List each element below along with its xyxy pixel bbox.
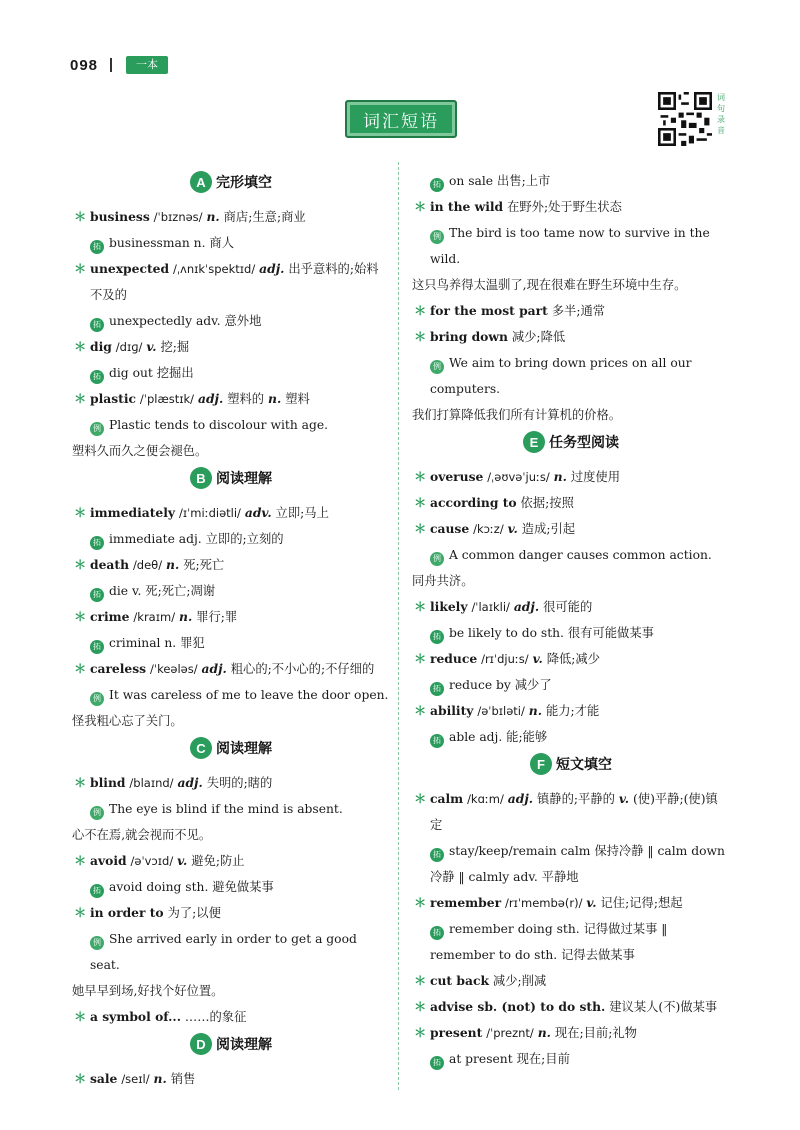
pronunciation: /dɪɡ/ xyxy=(115,340,143,354)
pronunciation: /ˈlaɪkli/ xyxy=(471,600,510,614)
extension-text: stay/keep/remain calm 保持冷静 ‖ calm down 冷静 ‖ calmly adv. 平静地 xyxy=(430,844,725,884)
vocab-entry xyxy=(72,656,390,682)
definition: 塑料的 xyxy=(227,392,265,406)
pronunciation: /əˈvɔɪd/ xyxy=(130,854,174,868)
pronunciation: /rɪˈmembə(r)/ xyxy=(504,896,583,910)
part-of-speech: n. xyxy=(268,391,282,406)
definition: 造成;引起 xyxy=(521,522,576,536)
example-translation: 塑料久而久之便会褪色。 xyxy=(72,444,208,458)
extension-line xyxy=(72,630,390,656)
column-divider xyxy=(398,162,399,1090)
qr-block[interactable] xyxy=(658,92,728,146)
definition: 减少;降低 xyxy=(511,330,566,344)
example-line xyxy=(72,682,390,708)
part-of-speech: v. xyxy=(177,853,188,868)
pronunciation: /ɪˈmiːdiətli/ xyxy=(179,506,241,520)
definition: 能力;才能 xyxy=(545,704,600,718)
definition: 很可能的 xyxy=(543,600,593,614)
vocab-entry xyxy=(412,1020,730,1046)
extension-text: immediate adj. 立即的;立刻的 xyxy=(109,532,284,546)
section-title: 阅读理解 xyxy=(216,471,272,487)
part-of-speech: adj. xyxy=(513,599,540,614)
headword: sale xyxy=(90,1071,118,1086)
section-d-header xyxy=(72,1032,390,1056)
example-tag-icon: 例 xyxy=(90,936,104,950)
extension-text: avoid doing sth. 避免做某事 xyxy=(109,880,274,894)
left-column xyxy=(72,168,390,1092)
headword: bring down xyxy=(430,329,508,344)
pronunciation: /kraɪm/ xyxy=(133,610,176,624)
headword: ability xyxy=(430,703,474,718)
headword: immediately xyxy=(90,505,176,520)
bullet: ＊ xyxy=(414,495,427,510)
extension-text: remember doing sth. 记得做过某事 ‖ remember to do sth. 记得去做某事 xyxy=(430,922,668,962)
part-of-speech: n. xyxy=(537,1025,551,1040)
definition: 失明的;瞎的 xyxy=(206,776,273,790)
bullet: ＊ xyxy=(74,775,87,790)
bullet: ＊ xyxy=(74,505,87,520)
extend-tag-icon: 拓 xyxy=(430,734,444,748)
pronunciation: /ˌʌnɪkˈspektɪd/ xyxy=(172,262,256,276)
extension-line xyxy=(72,360,390,386)
extend-tag-icon: 拓 xyxy=(90,588,104,602)
bullet: ＊ xyxy=(414,895,427,910)
definition: 商店;生意;商业 xyxy=(223,210,306,224)
vocab-entry xyxy=(72,604,390,630)
qr-caption: 词句录音 xyxy=(717,93,725,135)
headword: cut back xyxy=(430,973,489,988)
definition: 在野外;处于野生状态 xyxy=(507,200,622,214)
example-translation: 心不在焉,就会视而不见。 xyxy=(72,828,212,842)
vocab-entry xyxy=(412,324,730,350)
vocab-entry xyxy=(412,194,730,220)
vocab-entry xyxy=(412,298,730,324)
headword: reduce xyxy=(430,651,478,666)
section-letter-badge: D xyxy=(190,1033,212,1055)
extend-tag-icon: 拓 xyxy=(90,240,104,254)
example-sentence: It was careless of me to leave the door open. xyxy=(109,688,389,702)
part-of-speech: v. xyxy=(618,791,630,806)
section-letter-badge: A xyxy=(190,171,212,193)
headword: a symbol of... xyxy=(90,1009,181,1024)
bullet: ＊ xyxy=(74,905,87,920)
example-translation: 怪我粗心忘了关门。 xyxy=(72,714,183,728)
pronunciation: /ˌəʊvəˈjuːs/ xyxy=(487,470,550,484)
part-of-speech: v. xyxy=(532,651,543,666)
part-of-speech: adj. xyxy=(177,775,203,790)
bullet: ＊ xyxy=(414,521,427,536)
vocab-entry xyxy=(72,552,390,578)
definition: 出乎意料的;始料不及的 xyxy=(90,262,379,302)
example-translation: 她早早到场,好找个好位置。 xyxy=(72,984,224,998)
pronunciation: /kɔːz/ xyxy=(473,522,504,536)
header-badge: 一本 xyxy=(126,56,168,74)
vocab-entry xyxy=(72,256,390,308)
extend-tag-icon: 拓 xyxy=(430,682,444,696)
extension-text: able adj. 能;能够 xyxy=(449,730,548,744)
definition: 镇静的;平静的 xyxy=(537,792,615,806)
example-translation: 同舟共济。 xyxy=(412,574,474,588)
pronunciation: /deθ/ xyxy=(132,558,163,572)
pronunciation: /ˈpreznt/ xyxy=(486,1026,534,1040)
headword: calm xyxy=(430,791,464,806)
extension-text: be likely to do sth. 很有可能做某事 xyxy=(449,626,654,640)
headword: death xyxy=(90,557,130,572)
extension-line xyxy=(412,168,730,194)
qr-code-icon[interactable] xyxy=(658,92,712,146)
extension-line xyxy=(412,672,730,698)
definition: 建议某人(不)做某事 xyxy=(609,1000,718,1014)
extension-line xyxy=(412,1046,730,1072)
pronunciation: /seɪl/ xyxy=(121,1072,150,1086)
section-b-header xyxy=(72,466,390,490)
bullet: ＊ xyxy=(74,339,87,354)
bullet: ＊ xyxy=(414,469,427,484)
extension-text: dig out 挖掘出 xyxy=(109,366,194,380)
example-tag-icon: 例 xyxy=(430,230,444,244)
example-line xyxy=(72,412,390,438)
extend-tag-icon: 拓 xyxy=(430,926,444,940)
bullet: ＊ xyxy=(414,703,427,718)
headword: present xyxy=(430,1025,483,1040)
vocab-entry xyxy=(72,204,390,230)
headword: likely xyxy=(430,599,468,614)
vocab-entry xyxy=(412,516,730,542)
definition: 为了;以便 xyxy=(167,906,221,920)
vocab-entry xyxy=(72,334,390,360)
section-a-header xyxy=(72,170,390,194)
bullet: ＊ xyxy=(414,599,427,614)
part-of-speech: adj. xyxy=(507,791,534,806)
part-of-speech: adj. xyxy=(259,261,285,276)
part-of-speech: n. xyxy=(166,557,180,572)
example-sentence: She arrived early in order to get a good seat. xyxy=(90,932,357,972)
bullet: ＊ xyxy=(74,853,87,868)
definition: 记住;记得;想起 xyxy=(600,896,683,910)
extension-line xyxy=(72,308,390,334)
section-title: 任务型阅读 xyxy=(549,435,619,451)
vocab-entry xyxy=(412,890,730,916)
extend-tag-icon: 拓 xyxy=(430,630,444,644)
bullet: ＊ xyxy=(74,391,87,406)
vocab-entry xyxy=(412,594,730,620)
bullet: ＊ xyxy=(414,1025,427,1040)
definition: (使)平静;(使)镇定 xyxy=(430,792,718,832)
part-of-speech: v. xyxy=(586,895,597,910)
extension-line xyxy=(412,916,730,968)
vocab-entry xyxy=(412,994,730,1020)
headword: in the wild xyxy=(430,199,504,214)
definition: 塑料 xyxy=(285,392,310,406)
headword: for the most part xyxy=(430,303,548,318)
example-sentence: We aim to bring down prices on all our computers. xyxy=(430,356,692,396)
extension-text: on sale 出售;上市 xyxy=(449,174,551,188)
extend-tag-icon: 拓 xyxy=(430,848,444,862)
headword: overuse xyxy=(430,469,484,484)
vocab-entry xyxy=(412,490,730,516)
vocab-entry xyxy=(412,968,730,994)
definition: 罪行;罪 xyxy=(196,610,238,624)
page-header xyxy=(70,52,168,78)
example-sentence: A common danger causes common action. xyxy=(449,548,712,562)
vocab-entry xyxy=(412,646,730,672)
section-letter-badge: F xyxy=(530,753,552,775)
extension-line xyxy=(412,620,730,646)
pronunciation: /blaɪnd/ xyxy=(129,776,174,790)
headword: unexpected xyxy=(90,261,170,276)
section-c-header xyxy=(72,736,390,760)
part-of-speech: v. xyxy=(507,521,518,536)
extension-text: reduce by 减少了 xyxy=(449,678,552,692)
part-of-speech: adj. xyxy=(197,391,224,406)
definition: ……的象征 xyxy=(184,1010,247,1024)
bullet: ＊ xyxy=(414,791,427,806)
bullet: ＊ xyxy=(74,209,87,224)
part-of-speech: v. xyxy=(146,339,157,354)
definition: 粗心的;不小心的;不仔细的 xyxy=(230,662,375,676)
right-column xyxy=(412,168,730,1072)
vocab-entry xyxy=(72,900,390,926)
pronunciation: /kɑːm/ xyxy=(467,792,504,806)
example-line xyxy=(412,220,730,272)
definition: 依据;按照 xyxy=(520,496,574,510)
example-line xyxy=(412,542,730,568)
extend-tag-icon: 拓 xyxy=(90,536,104,550)
part-of-speech: adj. xyxy=(201,661,227,676)
bullet: ＊ xyxy=(414,651,427,666)
vocab-entry xyxy=(72,848,390,874)
pronunciation: /əˈbɪləti/ xyxy=(477,704,525,718)
extend-tag-icon: 拓 xyxy=(90,370,104,384)
part-of-speech: n. xyxy=(206,209,220,224)
definition: 降低;减少 xyxy=(546,652,601,666)
vocab-entry xyxy=(412,786,730,838)
extend-tag-icon: 拓 xyxy=(90,640,104,654)
pronunciation: /rɪˈdjuːs/ xyxy=(481,652,529,666)
bullet: ＊ xyxy=(414,999,427,1014)
section-title: 短文填空 xyxy=(556,757,612,773)
headword: avoid xyxy=(90,853,127,868)
extension-line xyxy=(72,230,390,256)
part-of-speech: n. xyxy=(179,609,193,624)
headword: cause xyxy=(430,521,470,536)
headword: plastic xyxy=(90,391,136,406)
example-sentence: The bird is too tame now to survive in the wild. xyxy=(430,226,710,266)
extension-line xyxy=(72,874,390,900)
section-title: 阅读理解 xyxy=(216,1037,272,1053)
extend-tag-icon: 拓 xyxy=(430,1056,444,1070)
section-letter-badge: C xyxy=(190,737,212,759)
extension-line xyxy=(412,838,730,890)
pronunciation: /ˈbɪznəs/ xyxy=(153,210,203,224)
bullet: ＊ xyxy=(414,973,427,988)
bullet: ＊ xyxy=(74,1009,87,1024)
section-title: 阅读理解 xyxy=(216,741,272,757)
main-title: 词汇短语 xyxy=(345,100,457,138)
bullet: ＊ xyxy=(414,329,427,344)
example-sentence: The eye is blind if the mind is absent. xyxy=(109,802,343,816)
extension-text: at present 现在;目前 xyxy=(449,1052,570,1066)
definition: 现在;目前;礼物 xyxy=(554,1026,637,1040)
vocab-entry xyxy=(412,698,730,724)
part-of-speech: n. xyxy=(153,1071,167,1086)
headword: in order to xyxy=(90,905,164,920)
definition: 挖;掘 xyxy=(160,340,190,354)
headword: business xyxy=(90,209,150,224)
definition: 过度使用 xyxy=(570,470,621,484)
headword: dig xyxy=(90,339,112,354)
definition: 避免;防止 xyxy=(191,854,245,868)
extend-tag-icon: 拓 xyxy=(90,318,104,332)
bullet: ＊ xyxy=(74,261,87,276)
vocab-entry xyxy=(72,500,390,526)
example-tag-icon: 例 xyxy=(430,552,444,566)
example-line xyxy=(412,350,730,402)
definition: 立即;马上 xyxy=(275,506,329,520)
headword: according to xyxy=(430,495,517,510)
part-of-speech: n. xyxy=(553,469,567,484)
vocab-entry xyxy=(72,770,390,796)
part-of-speech: n. xyxy=(528,703,543,718)
extension-text: businessman n. 商人 xyxy=(109,236,235,250)
definition: 多半;通常 xyxy=(551,304,606,318)
vocab-entry xyxy=(72,386,390,412)
headword: crime xyxy=(90,609,130,624)
header-divider xyxy=(110,58,112,72)
example-tag-icon: 例 xyxy=(90,422,104,436)
bullet: ＊ xyxy=(414,199,427,214)
extension-line xyxy=(412,724,730,750)
definition: 减少;削减 xyxy=(492,974,547,988)
section-letter-badge: B xyxy=(190,467,212,489)
example-sentence: Plastic tends to discolour with age. xyxy=(109,418,329,432)
vocab-entry xyxy=(72,1066,390,1092)
extension-text: criminal n. 罪犯 xyxy=(109,636,205,650)
extend-tag-icon: 拓 xyxy=(430,178,444,192)
pronunciation: /ˈkeələs/ xyxy=(150,662,198,676)
section-f-header xyxy=(412,752,730,776)
bullet: ＊ xyxy=(74,661,87,676)
bullet: ＊ xyxy=(74,557,87,572)
extension-text: die v. 死;死亡;凋谢 xyxy=(109,584,216,598)
example-line xyxy=(72,796,390,822)
bullet: ＊ xyxy=(74,609,87,624)
example-translation: 这只鸟养得太温驯了,现在很难在野生环境中生存。 xyxy=(412,278,687,292)
extension-line xyxy=(72,578,390,604)
headword: careless xyxy=(90,661,147,676)
section-title: 完形填空 xyxy=(216,175,272,191)
extension-line xyxy=(72,526,390,552)
example-tag-icon: 例 xyxy=(90,806,104,820)
example-tag-icon: 例 xyxy=(430,360,444,374)
section-e-header xyxy=(412,430,730,454)
definition: 销售 xyxy=(170,1072,196,1086)
section-letter-badge: E xyxy=(523,431,545,453)
example-tag-icon: 例 xyxy=(90,692,104,706)
headword: advise sb. (not) to do sth. xyxy=(430,999,606,1014)
headword: remember xyxy=(430,895,502,910)
vocab-entry xyxy=(72,1004,390,1030)
definition: 死;死亡 xyxy=(183,558,225,572)
vocab-entry xyxy=(412,464,730,490)
example-line xyxy=(72,926,390,978)
bullet: ＊ xyxy=(74,1071,87,1086)
headword: blind xyxy=(90,775,126,790)
page-number: 098 xyxy=(70,56,99,74)
extension-text: unexpectedly adv. 意外地 xyxy=(109,314,262,328)
example-translation: 我们打算降低我们所有计算机的价格。 xyxy=(412,408,622,422)
part-of-speech: adv. xyxy=(244,505,272,520)
pronunciation: /ˈplæstɪk/ xyxy=(139,392,195,406)
extend-tag-icon: 拓 xyxy=(90,884,104,898)
bullet: ＊ xyxy=(414,303,427,318)
